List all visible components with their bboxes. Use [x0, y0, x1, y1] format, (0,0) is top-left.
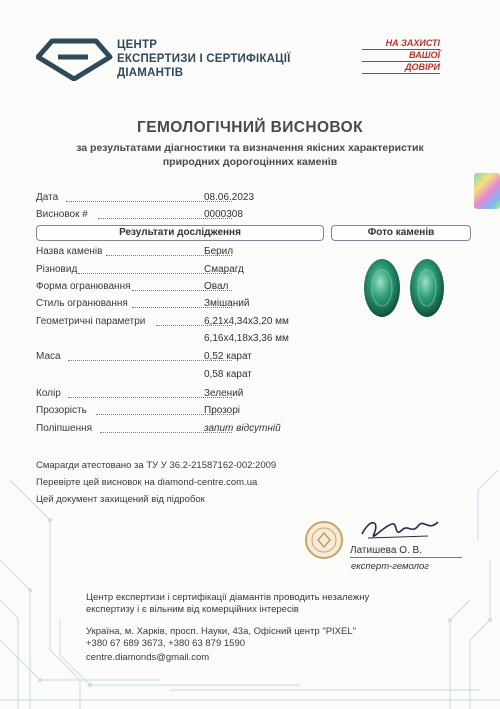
- hologram-sticker: [474, 173, 500, 209]
- number-value: 0000308: [204, 209, 243, 220]
- date-value: 08.06.2023: [204, 192, 255, 203]
- geometry-label: Геометричні параметри: [36, 316, 146, 327]
- contact-info: [86, 626, 356, 664]
- verify-note: Перевірте цей висновок на diamond-centre.com.ua: [36, 477, 258, 488]
- official-seal: [304, 520, 344, 560]
- color-value: Зелений: [204, 388, 244, 399]
- slogan: [362, 38, 440, 76]
- treatment-value: запит відсутній: [204, 423, 281, 434]
- name-label: Назва каменів: [36, 246, 103, 257]
- results-section-header: Результати дослідження: [36, 225, 324, 241]
- centre-logo: [36, 37, 114, 81]
- signature-line: [350, 557, 462, 558]
- subtitle-line-1: за результатами діагностики та визначення якісних характеристик: [76, 142, 424, 154]
- slogan-line-1: НА ЗАХИСТІ: [362, 38, 440, 50]
- date-label: Дата: [36, 192, 59, 203]
- emerald-photo-2: [410, 259, 444, 317]
- subtitle-line-2: природних дорогоцінних каменів: [162, 156, 338, 168]
- standard-note: Смарагди атестовано за ТУ У 36.2-21587162-002:2009: [36, 460, 277, 471]
- color-label: Колір: [36, 388, 61, 399]
- shape-label: Форма огранювання: [36, 281, 131, 292]
- phones: +380 67 689 3673, +380 63 879 1590: [86, 638, 246, 649]
- emerald-photo-1: [364, 259, 400, 317]
- mass-value-1: 0,52 карат: [204, 351, 252, 362]
- number-label: Висновок #: [36, 209, 88, 220]
- geometry-value-2: 6,16x4,18x3,36 мм: [204, 333, 289, 344]
- document-subtitle: [0, 141, 500, 169]
- gemstone-photos: [360, 255, 452, 325]
- document-title: ГЕМОЛОГІЧНИЙ ВИСНОВОК: [137, 119, 363, 136]
- email: centre.diamonds@gmail.com: [86, 652, 210, 663]
- org-line-2: ЕКСПЕРТИЗИ І СЕРТИФІКАЦІЇ: [117, 53, 291, 65]
- style-value: Змішаний: [204, 298, 250, 309]
- mass-value-2: 0,58 карат: [204, 369, 252, 380]
- slogan-line-3: ДОВІРИ: [362, 62, 440, 74]
- protection-note: Цей документ захищений від підробок: [36, 494, 205, 505]
- address: Україна, м. Харків, просп. Науки, 43а, Офісний центр "PIXEL": [86, 626, 357, 637]
- mass-label: Маса: [36, 351, 61, 362]
- disclaimer: [86, 592, 369, 616]
- handwritten-signature: [358, 512, 442, 546]
- photo-section-header: Фото каменів: [331, 225, 471, 241]
- disclaimer-line-2: експертизу і є вільним від комерційних інтересів: [86, 604, 299, 615]
- style-label: Стиль огранювання: [36, 298, 128, 309]
- variety-label: Різновид: [36, 264, 78, 275]
- clarity-label: Прозорість: [36, 405, 87, 416]
- geometry-value-1: 6,21x4,34x3,20 мм: [204, 316, 289, 327]
- shape-value: Овал: [204, 281, 229, 292]
- expert-name: Латишева О. В.: [350, 545, 422, 556]
- variety-value: Смарагд: [204, 264, 244, 275]
- expert-role: експерт-гемолог: [351, 561, 429, 572]
- organization-name: [117, 38, 291, 80]
- treatment-label: Поліпшення: [36, 423, 93, 434]
- clarity-value: Прозорі: [204, 405, 241, 416]
- slogan-line-2: ВАШОЇ: [362, 50, 440, 62]
- org-line-1: ЦЕНТР: [117, 39, 158, 51]
- org-line-3: ДІАМАНТІВ: [117, 67, 184, 79]
- name-value: Берил: [204, 246, 234, 257]
- disclaimer-line-1: Центр експертизи і сертифікації діамантів проводить незалежну: [86, 592, 370, 603]
